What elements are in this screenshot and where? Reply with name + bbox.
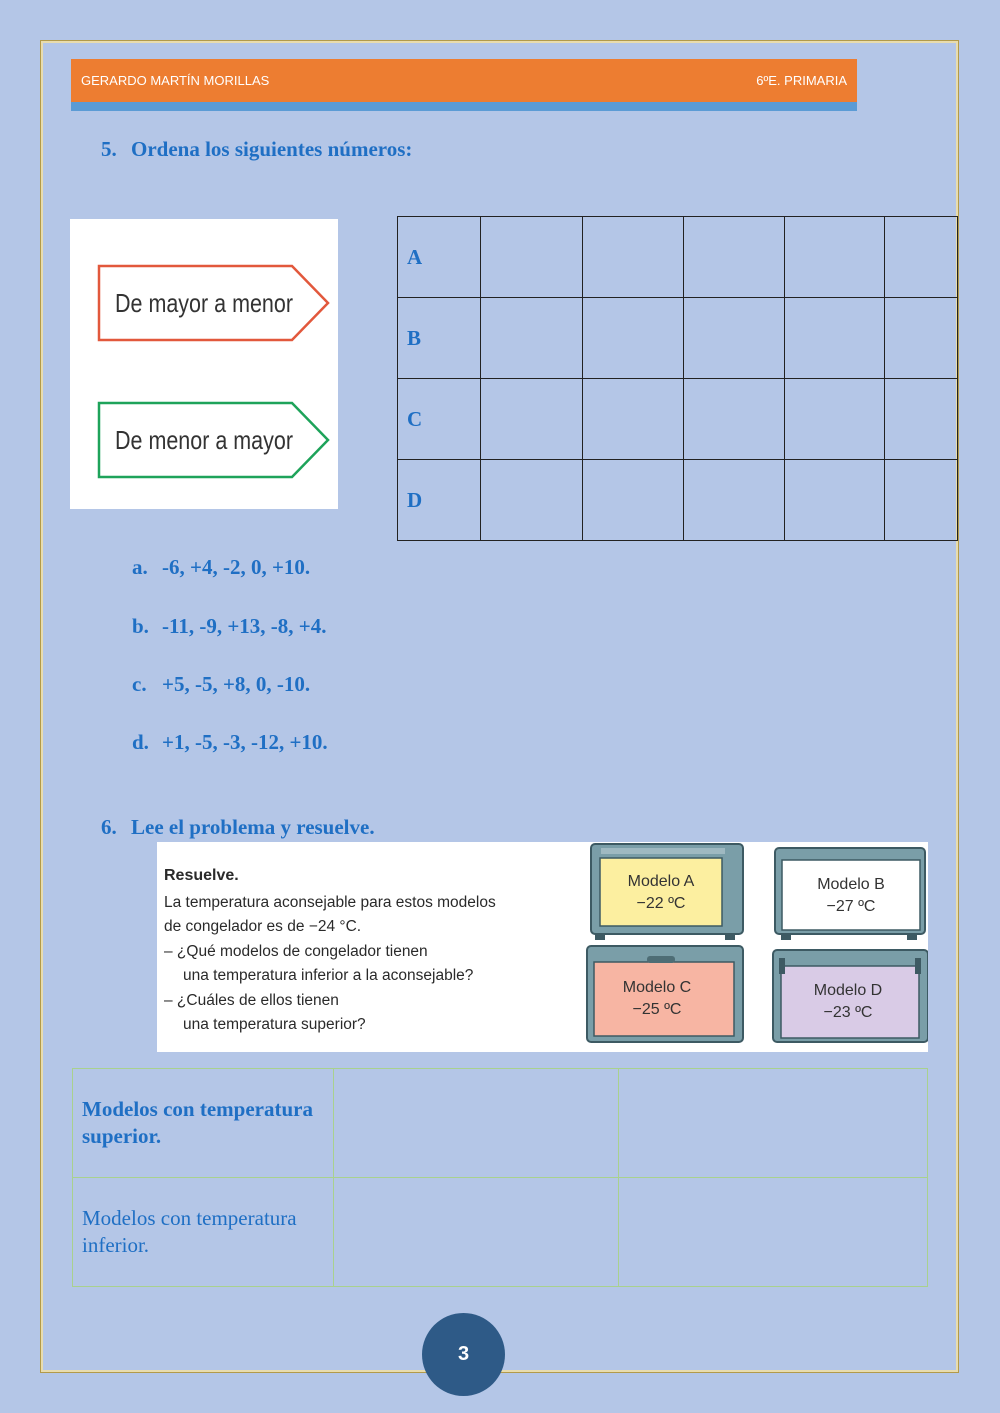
answer-cell[interactable] [684,217,785,298]
list-item [132,555,310,580]
freezer-d-name: Modelo D [813,982,883,999]
answer-cell[interactable] [885,379,958,460]
freezer-b-name: Modelo B [817,876,885,893]
list-item [132,672,310,697]
answer-label-line1: Modelos con temperatura [82,1097,313,1121]
freezer-model-c [587,946,743,1042]
answer-cell[interactable] [785,298,885,379]
freezer-model-d [773,950,928,1042]
problem-text [164,864,496,1038]
grade-label: 6ºE. PRIMARIA [756,73,847,88]
answer-cell[interactable] [785,217,885,298]
answer-cell[interactable] [334,1178,619,1287]
list-item-letter: b. [132,614,149,638]
freezer-illustrations [585,842,928,1052]
problem-question: una temperatura inferior a la aconsejable? [183,967,474,984]
freezer-a-name: Modelo A [627,873,695,890]
list-item-text: +1, -5, -3, -12, +10. [162,730,328,754]
list-item [132,614,327,639]
answer-cell[interactable] [785,460,885,541]
answer-cell[interactable] [481,298,583,379]
answer-label-line2: inferior. [82,1233,150,1257]
order-row-d [398,460,958,541]
list-item [132,730,328,755]
freezer-a-panel [600,858,722,926]
row-label-b: B [398,298,481,379]
problem-question: una temperatura superior? [183,1016,366,1033]
answers-table [72,1068,928,1287]
freezer-c-panel [594,962,734,1036]
answer-label-line1: Modelos con temperatura [82,1206,297,1230]
problem-line: La temperatura aconsejable para estos modelos [164,893,496,911]
answer-label-line2: superior. [82,1124,162,1148]
answer-cell[interactable] [885,298,958,379]
answer-cell[interactable] [619,1069,928,1178]
answer-cell[interactable] [684,460,785,541]
answer-cell[interactable] [785,379,885,460]
list-item-text: -11, -9, +13, -8, +4. [162,614,327,638]
answer-cell[interactable] [619,1178,928,1287]
problem-image [157,842,928,1052]
page-number: 3 [422,1313,505,1396]
answer-cell[interactable] [885,217,958,298]
problem-question: – ¿Qué modelos de congelador tienen [164,942,428,960]
exercise-6-number: 6. [101,815,117,839]
exercise-5-title: Ordena los siguientes números: [131,137,413,161]
answer-cell[interactable] [885,460,958,541]
answer-row-inferior [73,1178,928,1287]
problem-heading: Resuelve. [164,867,239,884]
order-row-a [398,217,958,298]
header-bar [71,59,857,102]
list-item-text: +5, -5, +8, 0, -10. [162,672,311,696]
row-label-a: A [398,217,481,298]
freezer-b-temp: −27 ºC [826,898,876,915]
freezer-b-panel [782,860,920,930]
order-table [397,216,958,541]
answer-cell[interactable] [583,298,684,379]
freezer-model-a [591,844,743,940]
exercise-6-heading [101,815,375,840]
problem-line: de congelador es de −24 °C. [164,918,362,935]
freezer-c-name: Modelo C [622,979,692,996]
author-name: GERARDO MARTÍN MORILLAS [81,73,270,88]
answer-cell[interactable] [481,379,583,460]
freezer-model-b [775,848,925,940]
exercise-6-title: Lee el problema y resuelve. [131,815,375,839]
answer-row-label [73,1069,334,1178]
answer-cell[interactable] [583,460,684,541]
answer-row-label [73,1178,334,1287]
answer-cell[interactable] [334,1069,619,1178]
problem-question: – ¿Cuáles de ellos tienen [164,991,339,1009]
desc-arrow-label: De mayor a menor [115,288,294,318]
answer-cell[interactable] [684,298,785,379]
freezer-c-temp: −25 ºC [632,1001,682,1018]
list-item-letter: d. [132,730,149,754]
answer-cell[interactable] [481,460,583,541]
answer-cell[interactable] [583,217,684,298]
freezer-a-temp: −22 ºC [636,895,686,912]
answer-cell[interactable] [684,379,785,460]
exercise-5-number: 5. [101,137,117,161]
answer-cell[interactable] [481,217,583,298]
row-label-c: C [398,379,481,460]
answer-row-superior [73,1069,928,1178]
list-item-letter: a. [132,555,148,579]
order-row-b [398,298,958,379]
freezer-d-panel [781,966,919,1038]
order-row-c [398,379,958,460]
answer-cell[interactable] [583,379,684,460]
asc-arrow-label: De menor a mayor [115,425,294,455]
list-item-text: -6, +4, -2, 0, +10. [162,555,311,579]
header-strip [71,102,857,111]
exercise-5-heading [101,137,412,162]
order-arrows-image [70,219,338,509]
freezer-d-temp: −23 ºC [823,1004,873,1021]
list-item-letter: c. [132,672,147,696]
row-label-d: D [398,460,481,541]
